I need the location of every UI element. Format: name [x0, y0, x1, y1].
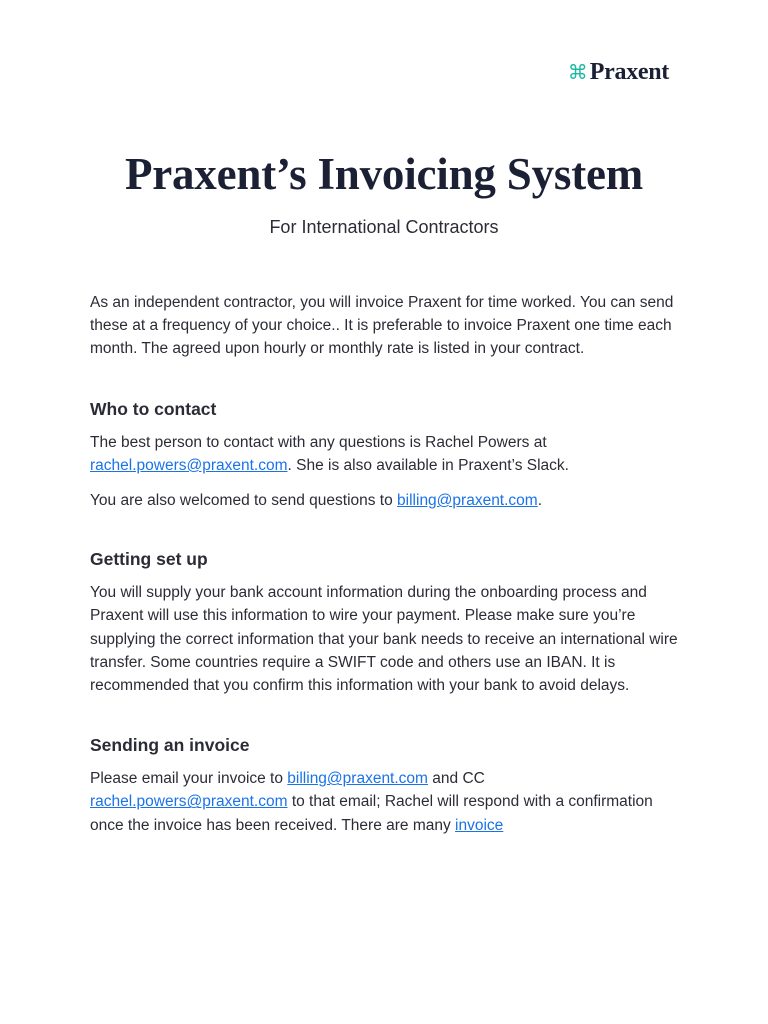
invoice-billing-email-link[interactable]: billing@praxent.com	[287, 770, 428, 788]
logo-wordmark: Praxent	[589, 59, 669, 85]
command-key-icon: ⌘	[567, 60, 588, 84]
questions-text-after: .	[537, 492, 543, 510]
intro-paragraph: As an independent contractor, you will invoice Praxent for time worked. You can send these at a frequency of your choice.. It is preferable to invoice Praxent one time each month. The agreed upon hourly or monthly rate is listed in your contract.	[90, 294, 674, 358]
setup-paragraph: You will supply your bank account information during the onboarding process and Praxent will use this information to wire your payment. Please make sure you’re supplying the correct information that your bank needs to receive an international wire transfer. Some countries require a SWIFT code and others use an IBAN. It is recommended that you confirm this information with your bank to avoid delays.	[90, 584, 678, 695]
contact-text-before: The best person to contact with any questions is Rachel Powers at	[90, 433, 547, 451]
invoice-rachel-email-link[interactable]: rachel.powers@praxent.com	[90, 793, 288, 811]
document-body	[90, 291, 680, 837]
document-subtitle: For International Contractors	[269, 217, 499, 237]
contact-paragraph	[90, 431, 680, 477]
praxent-logo	[568, 60, 669, 84]
invoice-text-before: Please email your invoice to	[90, 770, 288, 788]
rachel-email-link[interactable]: rachel.powers@praxent.com	[90, 456, 288, 474]
questions-text-before: You are also welcomed to send questions to	[90, 492, 398, 510]
invoice-text-cc: and CC	[427, 770, 485, 788]
billing-email-link[interactable]: billing@praxent.com	[397, 492, 538, 510]
who-to-contact-heading: Who to contact	[90, 398, 217, 419]
sending-invoice-heading: Sending an invoice	[90, 735, 250, 756]
invoice-paragraph	[90, 767, 680, 837]
invoice-text-middle: to that email; Rachel will respond with a confirmation once the invoice has been received. There are many	[90, 793, 653, 834]
document-title: Praxent’s Invoicing System	[124, 149, 644, 199]
getting-set-up-heading: Getting set up	[90, 549, 208, 570]
questions-paragraph	[90, 489, 680, 512]
invoice-template-link[interactable]: invoice	[455, 816, 504, 834]
contact-text-after: . She is also available in Praxent’s Slack.	[287, 456, 569, 474]
